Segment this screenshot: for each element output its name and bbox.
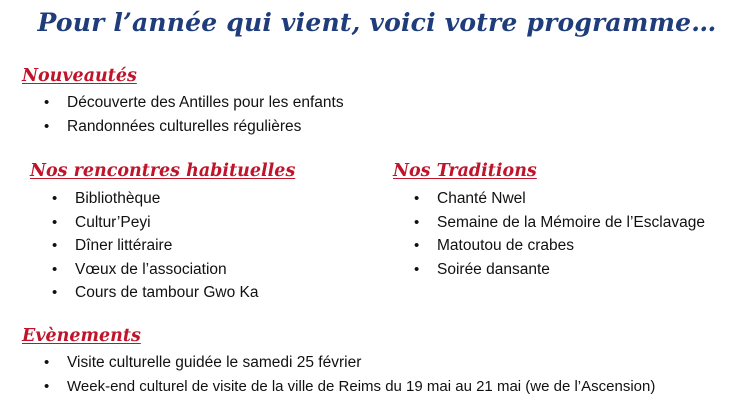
page-title: Pour l’année qui vient, voici votre programme… — [37, 8, 717, 37]
bullet-icon: • — [52, 237, 58, 254]
bullet-icon: • — [52, 284, 58, 301]
section-heading-rencontres: Nos rencontres habituelles — [30, 161, 296, 181]
list-item — [44, 351, 655, 375]
list-item-text: Cours de tambour Gwo Ka — [75, 284, 259, 301]
list-item — [44, 115, 344, 139]
list-item-text: Découverte des Antilles pour les enfants — [67, 94, 344, 111]
list-item-text: Matoutou de crabes — [437, 237, 575, 254]
bullet-icon: • — [44, 377, 50, 395]
list-item — [52, 281, 259, 305]
list-item — [52, 258, 259, 282]
list-item — [414, 187, 705, 211]
bullet-icon: • — [414, 213, 420, 231]
bullet-icon: • — [414, 260, 420, 278]
list-item-text: Semaine de la Mémoire de l’Esclavage — [437, 213, 705, 231]
bullet-icon: • — [44, 117, 50, 135]
list-item — [44, 375, 655, 399]
list-nouveautes — [44, 91, 344, 138]
list-item — [52, 234, 259, 258]
list-item — [414, 234, 705, 258]
bullet-icon: • — [44, 354, 50, 371]
list-item-text: Cultur’Peyi — [75, 213, 151, 231]
list-item-text: Week-end culturel de visite de la ville de Reims du 19 mai au 21 mai (we de l’Ascension) — [67, 377, 656, 395]
list-item-text: Visite culturelle guidée le samedi 25 février — [67, 354, 362, 371]
list-evenements — [44, 351, 655, 398]
bullet-icon: • — [414, 190, 420, 207]
list-item-text: Bibliothèque — [75, 190, 161, 207]
bullet-icon: • — [52, 190, 58, 207]
bullet-icon: • — [44, 94, 50, 111]
list-item — [414, 211, 705, 235]
bullet-icon: • — [52, 260, 58, 278]
section-heading-evenements: Evènements — [22, 326, 141, 346]
bullet-icon: • — [414, 237, 420, 254]
list-item-text: Vœux de l’association — [75, 260, 227, 278]
section-heading-traditions: Nos Traditions — [393, 161, 537, 181]
list-rencontres — [52, 187, 259, 305]
list-item — [52, 211, 259, 235]
list-traditions — [414, 187, 705, 281]
list-item-text: Soirée dansante — [437, 260, 550, 278]
list-item — [44, 91, 344, 115]
list-item — [52, 187, 259, 211]
section-heading-nouveautes: Nouveautés — [22, 66, 137, 86]
list-item-text: Randonnées culturelles régulières — [67, 117, 302, 135]
list-item-text: Dîner littéraire — [75, 237, 173, 254]
list-item — [414, 258, 705, 282]
list-item-text: Chanté Nwel — [437, 190, 526, 207]
bullet-icon: • — [52, 213, 58, 231]
